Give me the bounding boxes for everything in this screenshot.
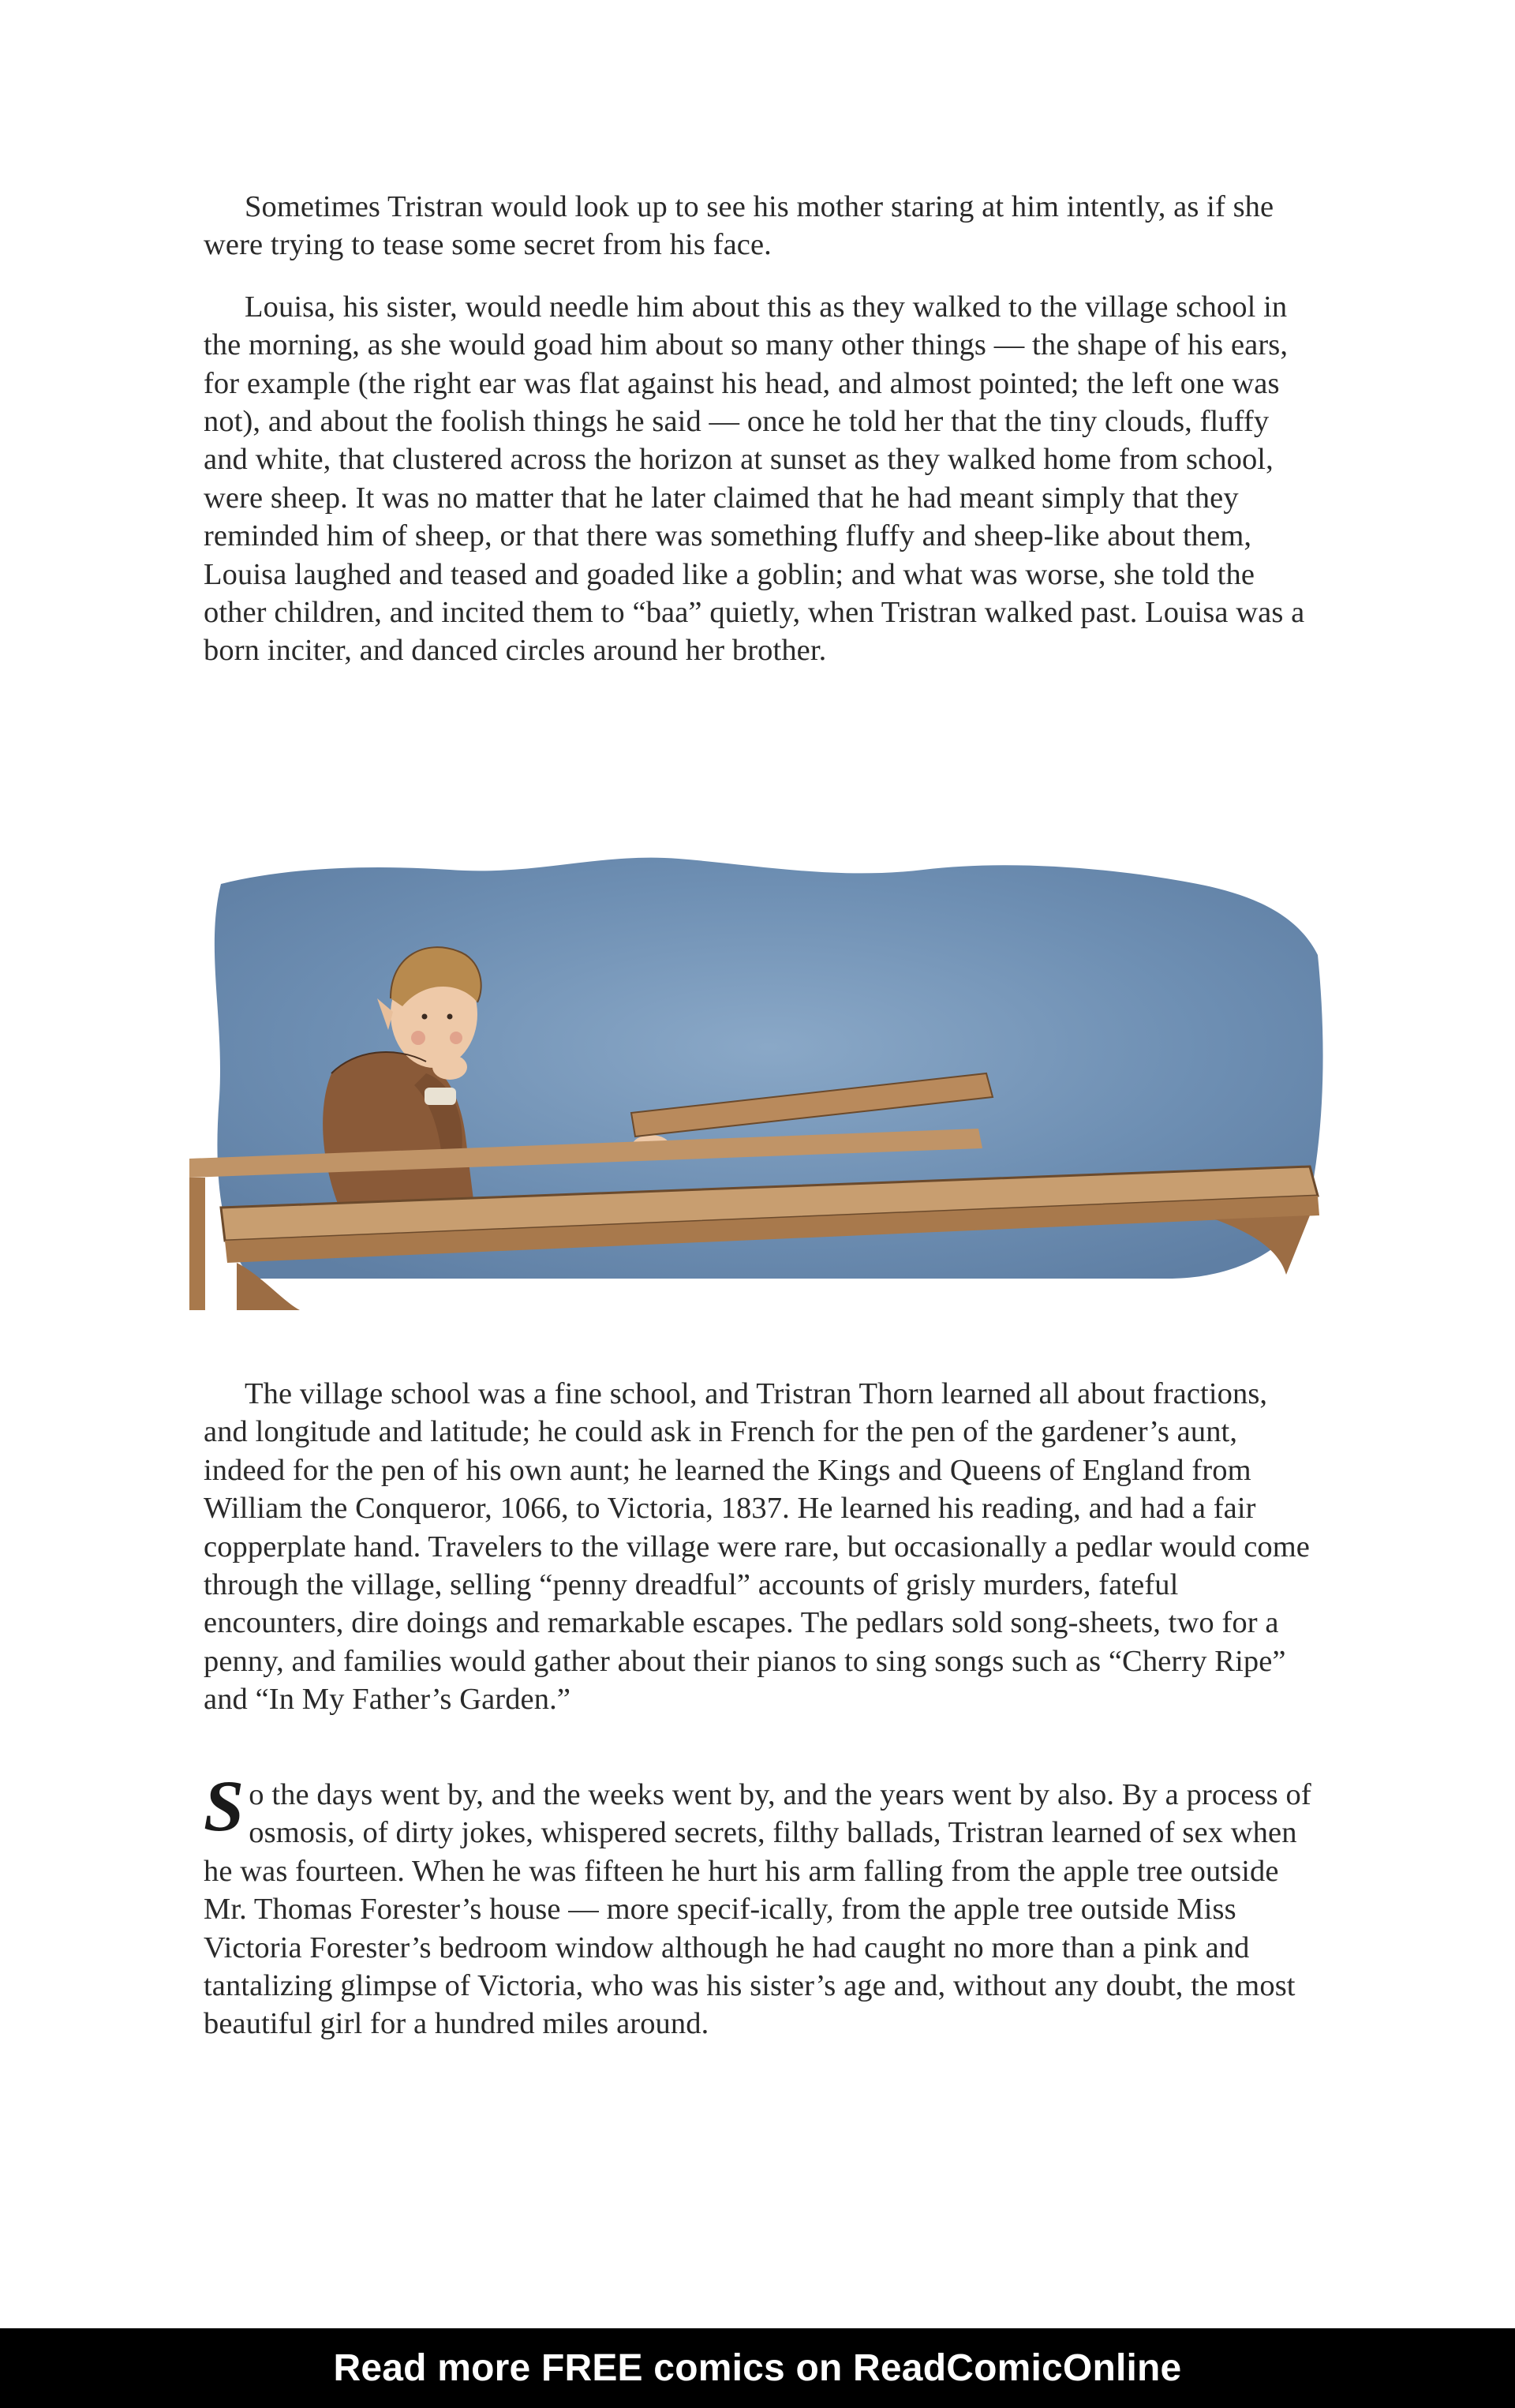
- text-block-top: [204, 188, 1318, 670]
- drop-cap: S: [204, 1766, 245, 1846]
- read-more-comics-link[interactable]: Read more FREE comics on ReadComicOnline: [333, 2347, 1182, 2389]
- shirt-cuff: [425, 1088, 456, 1105]
- hand-at-chin: [432, 1054, 467, 1080]
- footer-banner: [0, 2328, 1515, 2408]
- paragraph-mother-staring: Sometimes Tristran would look up to see his mother staring at him intently, as if she were trying to tease some secret from his face.: [204, 190, 1274, 262]
- illustration-boy-at-school-desk: [189, 837, 1334, 1310]
- paragraph-days-went-by: [204, 1766, 1318, 2043]
- paragraph-village-school: The village school was a fine school, and Tristran Thorn learned all about fractions, and longitude and latitude; he could ask in French for the pen of the gardener’s aunt, indeed for the pen of his own aunt; he learned the Kings and Queens of England from William the Conqueror, 1066, to Victoria, 1837. He learned his reading, and had a fair copperplate hand. Travelers to the village were rare, but occasionally a pedlar would come through the village, selling “penny dreadful” accounts of grisly murders, fateful encounters, dire doings and remarkable escapes. The pedlars sold song-sheets, two for a penny, and families would gather about their pianos to sing songs such as “Cherry Ripe” and “In My Father’s Garden.”: [204, 1377, 1310, 1717]
- paragraph-louisa-teasing: Louisa, his sister, would needle him about this as they walked to the village school in the morning, as she would goad him about so many other things — the shape of his ears, for example (the right ear was flat against his head, and almost pointed; the left one was not), and about the foolish things he said — once he told her that the tiny clouds, fluffy and white, that clustered across the horizon at sunset as they walked home from school, were sheep. It was no matter that he later claimed that he had meant simply that they reminded him of sheep, or that there was something fluffy and sheep-like about them, Louisa laughed and teased and goaded like a goblin; and what was worse, she told the other children, and incited them to “baa” quietly, when Tristran walked past. Louisa was a born inciter, and danced circles around her brother.: [204, 290, 1305, 668]
- text-block-bottom: [204, 1766, 1318, 2043]
- text-block-middle: [204, 1375, 1318, 1719]
- paragraph-days-went-by-text: o the days went by, and the weeks went by, and the years went by also. By a process of osmosis, of dirty jokes, whispered secrets, filthy ballads, Tristran learned of sex when he was fourteen. When he was fifteen he hurt his arm falling from the apple tree outside Mr. Thomas Forester’s house — more specif-ically, from the apple tree outside Miss Victoria Forester’s bedroom window although he had caught no more than a pink and tantalizing glimpse of Victoria, who was his sister’s age and, without any doubt, the most beautiful girl for a hundred miles around.: [204, 1778, 1311, 2041]
